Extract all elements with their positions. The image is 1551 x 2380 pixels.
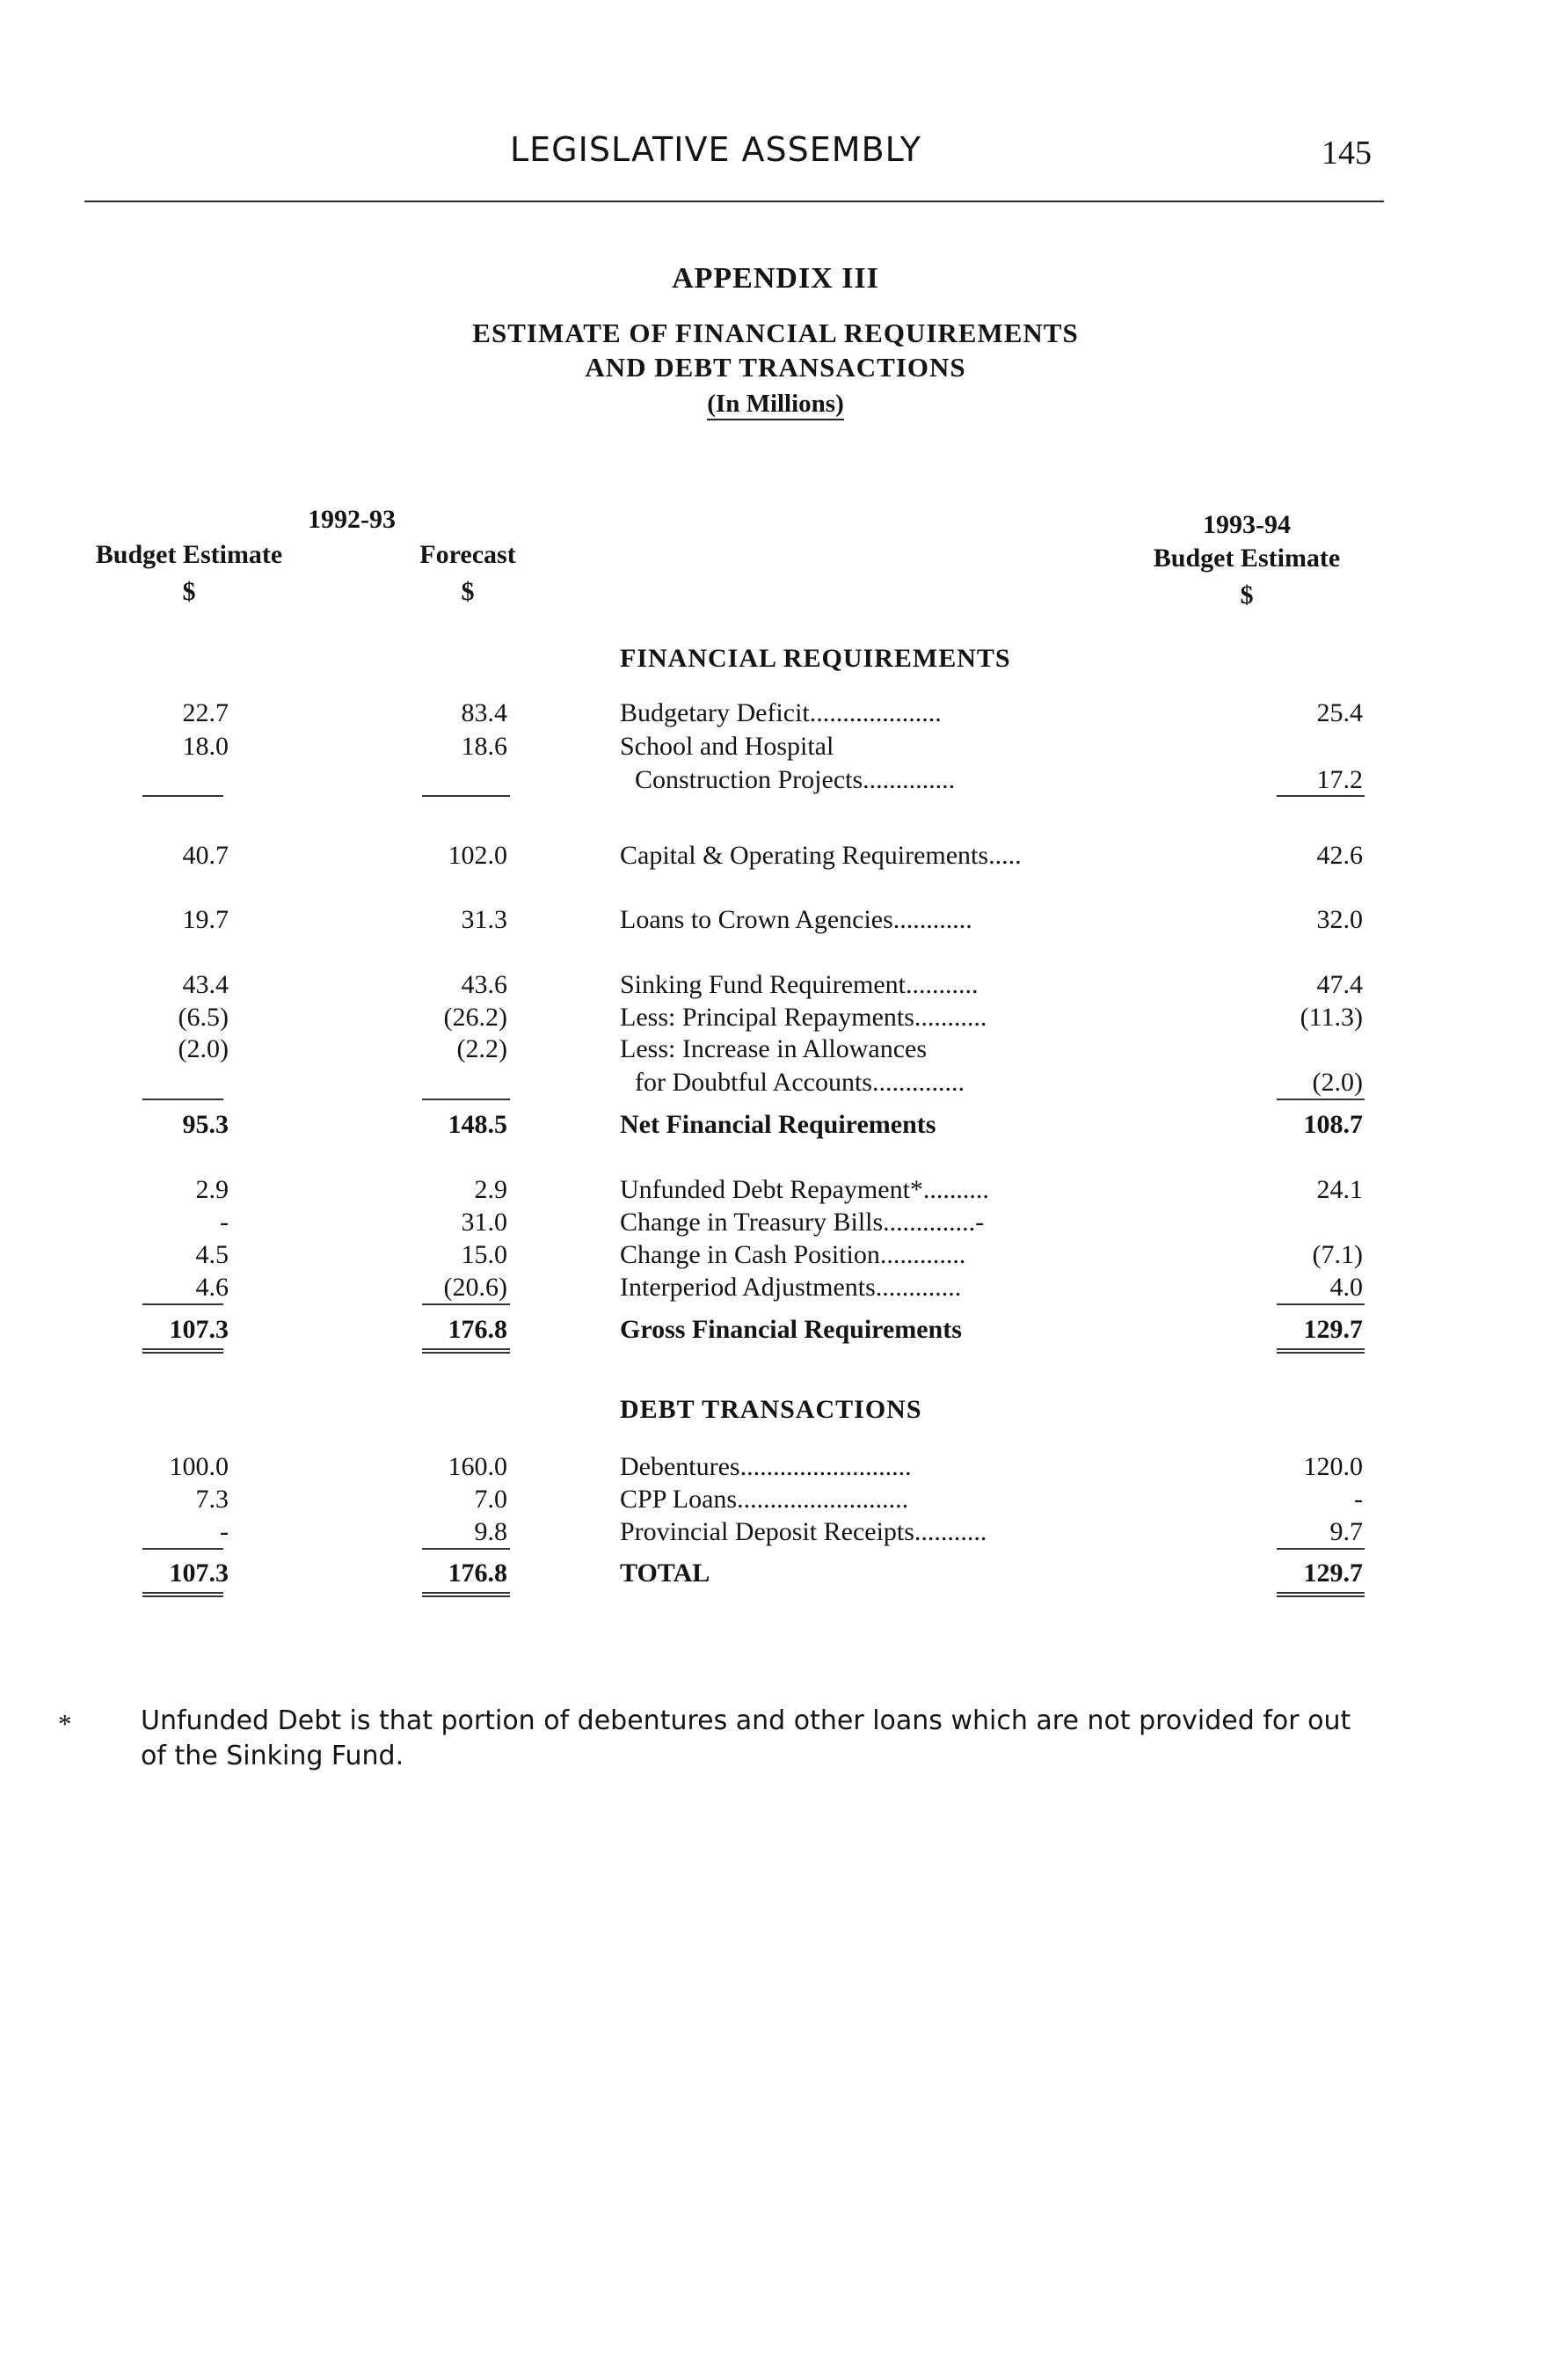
row-provincial-deposit-forecast: 9.8 <box>474 1517 507 1546</box>
running-head: LEGISLATIVE ASSEMBLY <box>510 130 921 169</box>
table-title-line2: AND DEBT TRANSACTIONS <box>585 352 966 383</box>
row-sinking-fund-label: Sinking Fund Requirement........... <box>620 970 979 999</box>
footnote-marker: * <box>58 1708 72 1739</box>
subtotal-rule <box>142 1099 223 1100</box>
row-unfunded-debt-forecast: 2.9 <box>474 1175 507 1204</box>
row-doubtful-accounts-be9394: (2.0) <box>1312 1068 1363 1097</box>
row-interperiod-be9293: 4.6 <box>195 1273 229 1302</box>
page-number: 145 <box>1322 135 1372 172</box>
row-doubtful-accounts-label: for Doubtful Accounts.............. <box>635 1068 965 1097</box>
row-capital-operating-label: Capital & Operating Requirements..... <box>620 841 1022 870</box>
row-school-hospital-be9293: 18.0 <box>182 732 229 761</box>
row-budgetary-deficit-label: Budgetary Deficit.................... <box>620 698 942 727</box>
section-debt-transactions: DEBT TRANSACTIONS <box>620 1395 922 1424</box>
subtotal-rule <box>422 1099 510 1100</box>
appendix-heading: APPENDIX III <box>672 262 879 295</box>
col-currency-3: $ <box>1240 580 1254 610</box>
row-treasury-bills-forecast: 31.0 <box>461 1208 507 1237</box>
row-sinking-fund-be9293: 43.4 <box>182 970 229 999</box>
row-loans-crown-be9394: 32.0 <box>1316 905 1363 934</box>
col-budget-estimate-9394: Budget Estimate <box>1153 544 1341 573</box>
units-note-text: (In Millions) <box>707 390 844 420</box>
row-net-financial-forecast: 148.5 <box>448 1110 507 1139</box>
row-interperiod-be9394: 4.0 <box>1329 1273 1363 1302</box>
total-double-rule <box>422 1592 510 1597</box>
row-budgetary-deficit-be9293: 22.7 <box>182 698 229 727</box>
row-total-be9293: 107.3 <box>169 1559 229 1588</box>
subtotal-rule <box>142 1548 223 1550</box>
year-1992-93: 1992-93 <box>308 505 396 534</box>
row-cpp-loans-label: CPP Loans.......................... <box>620 1485 909 1514</box>
row-cash-position-label: Change in Cash Position............. <box>620 1240 966 1269</box>
row-treasury-bills-be9293: - <box>220 1208 229 1237</box>
row-cash-position-be9394: (7.1) <box>1312 1240 1363 1269</box>
row-net-financial-label: Net Financial Requirements <box>620 1110 936 1139</box>
table-title-line1: ESTIMATE OF FINANCIAL REQUIREMENTS <box>472 318 1079 348</box>
row-allowances-label: Less: Increase in Allowances <box>620 1034 928 1063</box>
col-currency-2: $ <box>461 577 475 606</box>
subtotal-rule <box>422 795 510 797</box>
row-total-be9394: 129.7 <box>1303 1559 1363 1588</box>
row-unfunded-debt-be9293: 2.9 <box>195 1175 229 1204</box>
row-sinking-fund-be9394: 47.4 <box>1316 970 1363 999</box>
row-net-financial-be9394: 108.7 <box>1303 1110 1363 1139</box>
row-budgetary-deficit-be9394: 25.4 <box>1316 698 1363 727</box>
row-gross-financial-label: Gross Financial Requirements <box>620 1315 962 1344</box>
row-principal-repayments-be9293: (6.5) <box>178 1003 229 1032</box>
row-allowances-forecast: (2.2) <box>456 1034 507 1063</box>
row-gross-financial-be9394: 129.7 <box>1303 1315 1363 1344</box>
row-interperiod-forecast: (20.6) <box>443 1273 507 1302</box>
row-cpp-loans-forecast: 7.0 <box>474 1485 507 1514</box>
row-budgetary-deficit-forecast: 83.4 <box>461 698 507 727</box>
row-construction-projects-be9394: 17.2 <box>1316 765 1363 794</box>
row-debentures-be9293: 100.0 <box>169 1452 229 1481</box>
header-rule <box>84 201 1384 202</box>
total-double-rule <box>142 1592 223 1597</box>
row-interperiod-label: Interperiod Adjustments............. <box>620 1273 962 1302</box>
row-unfunded-debt-label: Unfunded Debt Repayment*.......... <box>620 1175 989 1204</box>
total-double-rule <box>422 1348 510 1354</box>
row-capital-operating-forecast: 102.0 <box>448 841 507 870</box>
subtotal-rule <box>142 1303 223 1305</box>
row-sinking-fund-forecast: 43.6 <box>461 970 507 999</box>
row-principal-repayments-label: Less: Principal Repayments........... <box>620 1003 987 1032</box>
row-net-financial-be9293: 95.3 <box>182 1110 229 1139</box>
row-cpp-loans-be9293: 7.3 <box>195 1485 229 1514</box>
row-school-hospital-label: School and Hospital <box>620 732 834 761</box>
row-principal-repayments-be9394: (11.3) <box>1300 1003 1363 1032</box>
subtotal-rule <box>1277 795 1365 797</box>
row-debentures-forecast: 160.0 <box>448 1452 507 1481</box>
row-debentures-be9394: 120.0 <box>1303 1452 1363 1481</box>
row-debentures-label: Debentures.......................... <box>620 1452 912 1481</box>
col-currency-1: $ <box>182 577 196 606</box>
row-loans-crown-label: Loans to Crown Agencies............ <box>620 905 972 934</box>
row-allowances-be9293: (2.0) <box>178 1034 229 1063</box>
row-loans-crown-forecast: 31.3 <box>461 905 507 934</box>
row-capital-operating-be9293: 40.7 <box>182 841 229 870</box>
row-gross-financial-forecast: 176.8 <box>448 1315 507 1344</box>
subtotal-rule <box>1277 1099 1365 1100</box>
subtotal-rule <box>1277 1548 1365 1550</box>
row-cash-position-forecast: 15.0 <box>461 1240 507 1269</box>
row-treasury-bills-label: Change in Treasury Bills..............- <box>620 1208 985 1237</box>
total-double-rule <box>142 1348 223 1354</box>
row-principal-repayments-forecast: (26.2) <box>443 1003 507 1032</box>
col-budget-estimate-9293: Budget Estimate <box>95 540 283 569</box>
subtotal-rule <box>142 795 223 797</box>
row-provincial-deposit-be9394: 9.7 <box>1329 1517 1363 1546</box>
units-note <box>0 390 1551 419</box>
row-loans-crown-be9293: 19.7 <box>182 905 229 934</box>
footnote-line2: of the Sinking Fund. <box>141 1741 404 1771</box>
row-gross-financial-be9293: 107.3 <box>169 1315 229 1344</box>
row-provincial-deposit-label: Provincial Deposit Receipts........... <box>620 1517 987 1546</box>
row-provincial-deposit-be9293: - <box>220 1517 229 1546</box>
row-capital-operating-be9394: 42.6 <box>1316 841 1363 870</box>
row-cpp-loans-be9394: - <box>1354 1485 1363 1514</box>
subtotal-rule <box>422 1303 510 1305</box>
subtotal-rule <box>1277 1303 1365 1305</box>
row-school-hospital-forecast: 18.6 <box>461 732 507 761</box>
year-1993-94: 1993-94 <box>1203 510 1291 539</box>
col-forecast: Forecast <box>419 540 516 569</box>
row-total-label: TOTAL <box>620 1559 710 1588</box>
footnote-line1: Unfunded Debt is that portion of debentures and other loans which are not provided for out <box>141 1705 1351 1736</box>
total-double-rule <box>1277 1592 1365 1597</box>
row-unfunded-debt-be9394: 24.1 <box>1316 1175 1363 1204</box>
total-double-rule <box>1277 1348 1365 1354</box>
subtotal-rule <box>422 1548 510 1550</box>
section-financial-requirements: FINANCIAL REQUIREMENTS <box>620 644 1011 673</box>
row-total-forecast: 176.8 <box>448 1559 507 1588</box>
row-cash-position-be9293: 4.5 <box>195 1240 229 1269</box>
row-construction-projects-label: Construction Projects.............. <box>635 765 956 794</box>
